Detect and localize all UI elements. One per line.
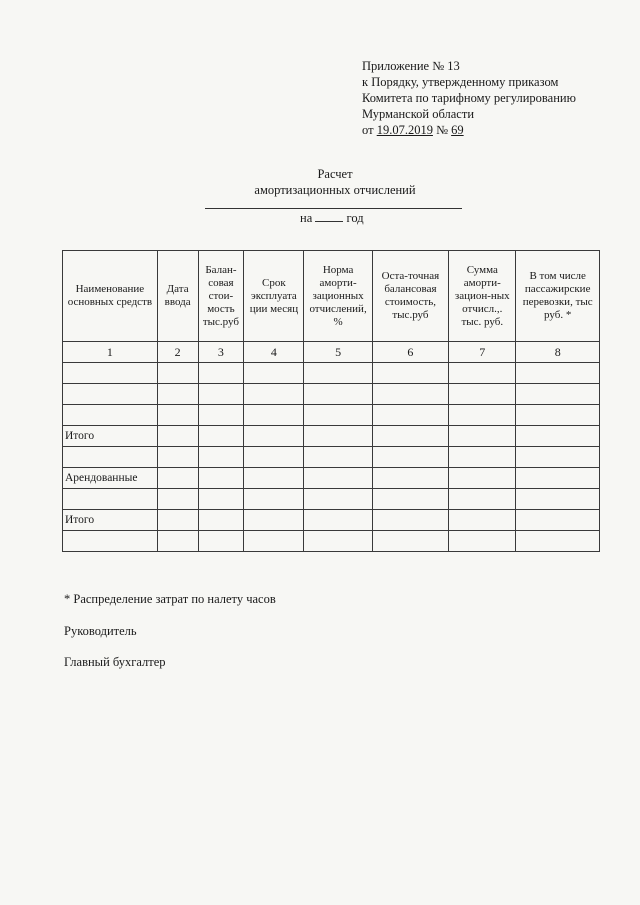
appendix-line: Мурманской области	[362, 107, 475, 121]
column-header: В том числе пассажирские перевозки, тыс руб. *	[516, 251, 600, 342]
table-cell	[198, 384, 244, 405]
table-cell	[304, 468, 372, 489]
table-cell	[244, 426, 304, 447]
table-row	[63, 426, 600, 447]
table-cell	[244, 468, 304, 489]
appendix-line: к Порядку, утвержденному приказом	[362, 75, 559, 89]
table-cell	[304, 363, 372, 384]
title-line: амортизационных отчислений	[254, 183, 416, 197]
column-header: Срок эксплуата ции месяц	[244, 251, 304, 342]
title-underline	[205, 208, 462, 209]
table-cell	[516, 363, 600, 384]
row-label	[63, 447, 158, 468]
table-cell	[304, 510, 372, 531]
table-cell	[449, 489, 516, 510]
table-cell	[372, 510, 448, 531]
table-cell	[372, 489, 448, 510]
table-cell	[157, 447, 198, 468]
period-prefix: на	[300, 211, 313, 225]
table-cell	[157, 531, 198, 552]
table-cell	[304, 384, 372, 405]
table-header-row	[63, 251, 600, 342]
table-cell	[198, 510, 244, 531]
appendix-date-line	[362, 122, 576, 138]
row-label	[63, 384, 158, 405]
table-row	[63, 489, 600, 510]
column-number: 6	[372, 342, 448, 363]
table-cell	[244, 531, 304, 552]
column-header: Оста-точная балансовая стоимость, тыс.руб	[372, 251, 448, 342]
table-cell	[244, 510, 304, 531]
table-cell	[244, 363, 304, 384]
table-cell	[198, 489, 244, 510]
appendix-date: 19.07.2019	[376, 123, 433, 137]
table-cell	[449, 510, 516, 531]
period-blank	[315, 211, 343, 222]
table-cell	[516, 426, 600, 447]
table-cell	[516, 468, 600, 489]
table-cell	[449, 426, 516, 447]
table-cell	[157, 405, 198, 426]
table-cell	[157, 363, 198, 384]
table-row	[63, 447, 600, 468]
appendix-line: Комитета по тарифному регулированию	[362, 91, 576, 105]
table-cell	[449, 405, 516, 426]
column-header: Балан-совая стои-мость тыс.руб	[198, 251, 244, 342]
table-cell	[198, 447, 244, 468]
table-cell	[449, 447, 516, 468]
table-cell	[372, 384, 448, 405]
column-number: 8	[516, 342, 600, 363]
appendix-line: Приложение № 13	[362, 59, 460, 73]
column-header: Сумма аморти-зацион-ных отчисл.,. тыс. руб.	[449, 251, 516, 342]
table-cell	[304, 426, 372, 447]
column-number-row	[63, 342, 600, 363]
table-cell	[198, 363, 244, 384]
table-cell	[449, 531, 516, 552]
appendix-number-prefix: №	[432, 123, 452, 137]
column-number: 3	[198, 342, 244, 363]
row-label: Арендованные	[63, 468, 158, 489]
table-cell	[304, 447, 372, 468]
table-cell	[157, 384, 198, 405]
table-cell	[198, 405, 244, 426]
row-label	[63, 363, 158, 384]
row-label	[63, 405, 158, 426]
table-cell	[516, 405, 600, 426]
table-cell	[372, 426, 448, 447]
table-cell	[304, 405, 372, 426]
column-number: 1	[63, 342, 158, 363]
signature-accountant: Главный бухгалтер	[64, 655, 166, 669]
row-label	[63, 489, 158, 510]
table-cell	[304, 489, 372, 510]
appendix-number: 69	[451, 123, 464, 137]
table-cell	[449, 468, 516, 489]
table-cell	[516, 510, 600, 531]
table-cell	[198, 468, 244, 489]
table-cell	[157, 468, 198, 489]
table-cell	[157, 510, 198, 531]
table-row	[63, 384, 600, 405]
table-row	[63, 363, 600, 384]
row-label: Итого	[63, 510, 158, 531]
table-cell	[516, 447, 600, 468]
table-cell	[244, 447, 304, 468]
table-cell	[516, 384, 600, 405]
table-cell	[157, 489, 198, 510]
depreciation-table	[62, 250, 600, 552]
table-cell	[372, 468, 448, 489]
row-label	[63, 531, 158, 552]
table-cell	[372, 531, 448, 552]
period-line	[300, 211, 364, 226]
row-label: Итого	[63, 426, 158, 447]
table-cell	[198, 426, 244, 447]
appendix-date-prefix: от	[362, 123, 377, 137]
table-row	[63, 468, 600, 489]
column-header: Наименование основных средств	[63, 251, 158, 342]
column-number: 2	[157, 342, 198, 363]
table-cell	[304, 531, 372, 552]
column-header: Дата ввода	[157, 251, 198, 342]
table-row	[63, 405, 600, 426]
table-cell	[516, 531, 600, 552]
column-number: 7	[449, 342, 516, 363]
column-header: Норма аморти-зационных отчислений, %	[304, 251, 372, 342]
table-cell	[372, 447, 448, 468]
table-cell	[449, 384, 516, 405]
period-suffix: год	[346, 211, 364, 225]
column-number: 5	[304, 342, 372, 363]
column-number: 4	[244, 342, 304, 363]
footnote: * Распределение затрат по налету часов	[64, 592, 276, 606]
title-line: Расчет	[317, 167, 353, 181]
table-cell	[372, 363, 448, 384]
table-cell	[449, 363, 516, 384]
table-body	[63, 363, 600, 552]
table-row	[63, 510, 600, 531]
table-cell	[244, 405, 304, 426]
table-cell	[244, 384, 304, 405]
document-title	[200, 166, 470, 198]
table-cell	[516, 489, 600, 510]
table-cell	[198, 531, 244, 552]
table-row	[63, 531, 600, 552]
appendix-header	[362, 58, 576, 138]
table-cell	[244, 489, 304, 510]
table-cell	[157, 426, 198, 447]
signature-director: Руководитель	[64, 624, 137, 638]
table-cell	[372, 405, 448, 426]
